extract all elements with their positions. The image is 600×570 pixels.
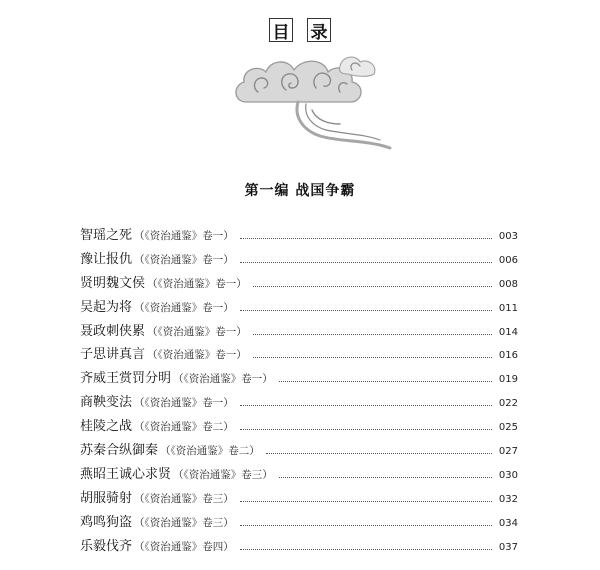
toc-entry-title: 子思讲真言 — [80, 347, 146, 363]
table-of-contents — [80, 224, 518, 558]
toc-entry-source: （《资治通鉴》卷三） — [134, 492, 234, 505]
toc-entry-page: 019 — [498, 374, 518, 386]
toc-entry[interactable] — [80, 439, 518, 463]
dot-leader — [240, 548, 492, 550]
toc-entry-title: 豫让报仇 — [80, 251, 133, 267]
toc-entry[interactable] — [80, 391, 518, 415]
toc-entry-page: 022 — [498, 398, 518, 410]
toc-entry-source: （《资治通鉴》卷一） — [173, 373, 273, 386]
dot-leader — [266, 452, 492, 454]
toc-entry-page: 014 — [498, 326, 518, 338]
toc-entry[interactable] — [80, 415, 518, 439]
toc-entry-title: 胡服骑射 — [80, 490, 133, 506]
section-title: 第一编 战国争霸 — [244, 183, 356, 199]
toc-entry-source: （《资治通鉴》卷一） — [147, 325, 247, 338]
dot-leader — [279, 380, 492, 382]
dot-leader — [240, 500, 492, 502]
dot-leader — [240, 261, 492, 263]
toc-entry-title: 吴起为将 — [80, 299, 133, 315]
toc-entry-title: 智瑶之死 — [80, 228, 133, 243]
dot-leader — [240, 524, 492, 526]
toc-entry-page: 011 — [498, 302, 518, 314]
toc-entry[interactable] — [80, 296, 518, 320]
toc-entry-source: （《资治通鉴》卷一） — [134, 230, 234, 242]
dot-leader — [279, 476, 492, 478]
toc-entry-source: （《资治通鉴》卷三） — [134, 516, 234, 529]
toc-entry[interactable] — [80, 272, 518, 296]
toc-entry[interactable] — [80, 535, 518, 559]
toc-entry-title: 商鞅变法 — [80, 395, 133, 411]
toc-entry-page: 027 — [498, 446, 518, 458]
toc-entry-page: 025 — [498, 422, 518, 434]
toc-entry-source: （《资治通鉴》卷二） — [160, 445, 260, 458]
toc-entry[interactable] — [80, 511, 518, 535]
toc-entry[interactable] — [80, 463, 518, 487]
heading-char: 目 — [269, 18, 293, 42]
toc-entry[interactable] — [80, 224, 518, 248]
toc-entry-source: （《资治通鉴》卷二） — [134, 421, 234, 434]
toc-entry[interactable] — [80, 343, 518, 367]
toc-entry-source: （《资治通鉴》卷四） — [134, 540, 234, 553]
toc-entry-title: 苏秦合纵御秦 — [80, 443, 159, 459]
toc-entry-title: 贤明魏文侯 — [80, 275, 146, 291]
toc-entry-source: （《资治通鉴》卷一） — [147, 277, 247, 290]
toc-entry-page: 003 — [498, 231, 518, 242]
toc-entry-title: 齐威王赏罚分明 — [80, 371, 172, 387]
toc-entry-title: 桂陵之战 — [80, 419, 133, 435]
toc-entry-page: 030 — [498, 469, 518, 481]
toc-entry-page: 034 — [498, 517, 518, 529]
dot-leader — [240, 404, 492, 406]
toc-entry-source: （《资治通鉴》卷一） — [134, 253, 234, 266]
page-heading — [269, 18, 331, 42]
toc-entry[interactable] — [80, 320, 518, 344]
toc-entry-title: 鸡鸣狗盗 — [80, 514, 133, 530]
dot-leader — [240, 309, 492, 311]
toc-entry-source: （《资治通鉴》卷一） — [134, 301, 234, 314]
toc-entry-page: 008 — [498, 278, 518, 290]
dot-leader — [253, 285, 492, 287]
cloud-ornament-icon — [228, 44, 398, 156]
toc-entry-page: 016 — [498, 350, 518, 362]
toc-entry-source: （《资治通鉴》卷一） — [134, 397, 234, 410]
toc-entry[interactable] — [80, 367, 518, 391]
dot-leader — [253, 333, 492, 335]
toc-entry[interactable] — [80, 487, 518, 511]
toc-entry-page: 037 — [498, 541, 518, 553]
toc-entry-source: （《资治通鉴》卷一） — [147, 349, 247, 362]
toc-entry-page: 006 — [498, 254, 518, 266]
dot-leader — [240, 237, 492, 239]
toc-entry-title: 燕昭王诚心求贤 — [80, 466, 172, 482]
toc-entry-title: 乐毅伐齐 — [80, 538, 133, 554]
toc-entry-source: （《资治通鉴》卷三） — [173, 468, 273, 481]
dot-leader — [240, 428, 492, 430]
toc-entry-title: 聂政刺侠累 — [80, 323, 146, 339]
dot-leader — [253, 356, 492, 358]
toc-entry-page: 032 — [498, 493, 518, 505]
heading-char: 录 — [307, 18, 331, 42]
toc-entry[interactable] — [80, 248, 518, 272]
